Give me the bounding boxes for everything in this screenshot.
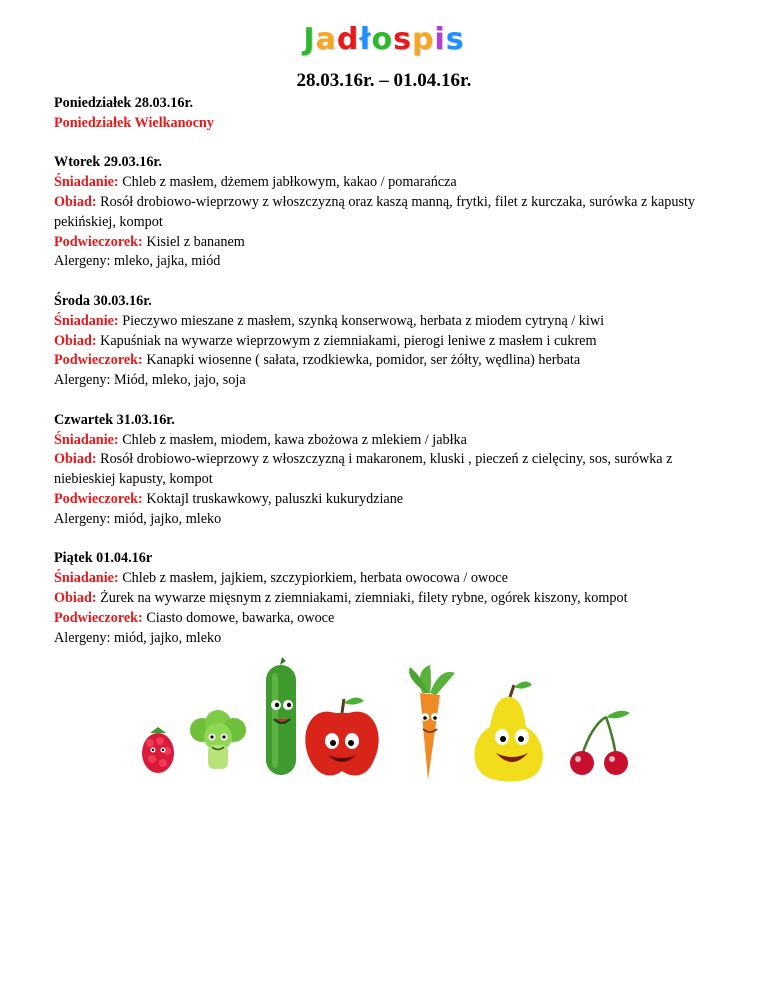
breakfast-text: Chleb z masłem, miodem, kawa zbożowa z mlekiem / jabłka [118,431,467,448]
breakfast-text: Pieczywo mieszane z masłem, szynką konserwową, herbata z miodem cytryną / kiwi [118,312,605,329]
snack-line [54,233,734,253]
breakfast-label: Śniadanie: [54,431,119,448]
snack-label: Podwieczorek: [54,490,143,507]
snack-text: Koktajl truskawkowy, paluszki kukurydziane [142,490,404,507]
breakfast-text: Chleb z masłem, dżemem jabłkowym, kakao / pomarańcza [118,174,457,191]
snack-line [54,609,734,629]
title-letter: ł [359,22,372,57]
day-thursday [54,411,734,530]
snack-label: Podwieczorek: [54,233,143,250]
raspberry-icon [142,727,174,773]
breakfast-line [54,173,734,193]
lunch-text: Rosół drobiowo-wieprzowy z włoszczyzną oraz kaszą manną, frytki, filet z kurczaka, surówka z kapusty pekińskiej, kompot [54,193,695,230]
title-letter: a [315,22,337,57]
title-letter: s [445,22,465,57]
title-letter: i [434,22,446,57]
page-title [303,22,464,57]
title-area [0,22,768,57]
breakfast-text: Chleb z masłem, jajkiem, szczypiorkiem, herbata owocowa / owoce [118,570,508,587]
menu-content [54,94,734,648]
snack-label: Podwieczorek: [54,352,143,369]
breakfast-line [54,431,734,451]
date-range: 28.03.16r. – 01.04.16r. [296,70,472,91]
lunch-label: Obiad: [54,589,97,606]
lunch-label: Obiad: [54,451,97,468]
cherries-icon [570,711,630,775]
lunch-label: Obiad: [54,332,97,349]
snack-text: Kanapki wiosenne ( sałata, rzodkiewka, pomidor, ser żółty, wędlina) herbata [142,352,581,369]
allergens-line: Alergeny: mleko, jajka, miód [54,253,221,270]
day-friday [54,549,734,648]
breakfast-line [54,312,734,332]
holiday-label: Poniedziałek Wielkanocny [54,114,214,131]
breakfast-label: Śniadanie: [54,312,119,329]
cucumber-icon [266,657,296,775]
day-header: Czwartek 31.03.16r. [54,411,175,428]
day-header: Piątek 01.04.16r [54,550,153,567]
allergens-line: Alergeny: Miód, mleko, jajo, soja [54,372,246,389]
pear-icon [475,681,543,781]
title-letter: d [336,22,360,57]
title-letter: o [371,22,394,57]
allergens-line: Alergeny: miód, jajko, mleko [54,629,222,646]
day-header: Wtorek 29.03.16r. [54,154,162,171]
title-letter: s [393,22,412,57]
lunch-line [54,450,734,490]
snack-text: Ciasto domowe, bawarka, owoce [142,609,335,626]
lunch-line [54,589,734,609]
day-header: Środa 30.03.16r. [54,292,152,309]
breakfast-label: Śniadanie: [54,174,119,191]
snack-label: Podwieczorek: [54,609,143,626]
snack-line [54,351,734,371]
lunch-text: Kapuśniak na wywarze wieprzowym z ziemniakami, pierogi leniwe z masłem i cukrem [96,332,597,349]
lunch-text: Żurek na wywarze mięsnym z ziemniakami, ziemniaki, filety rybne, ogórek kiszony, kompot [96,589,628,606]
allergens-line: Alergeny: miód, jajko, mleko [54,510,222,527]
breakfast-label: Śniadanie: [54,570,119,587]
title-letter: J [303,22,316,57]
apple-icon [305,697,378,775]
snack-text: Kisiel z bananem [142,233,245,250]
day-monday [54,94,734,134]
lunch-label: Obiad: [54,193,97,210]
broccoli-icon [190,710,246,769]
day-tuesday [54,153,734,272]
lunch-line [54,193,734,233]
lunch-line [54,332,734,352]
snack-line [54,490,734,510]
day-wednesday [54,292,734,391]
day-header: Poniedziałek 28.03.16r. [54,95,193,111]
breakfast-line [54,569,734,589]
title-letter: p [411,22,435,57]
carrot-icon [409,665,455,780]
lunch-text: Rosół drobiowo-wieprzowy z włoszczyzną i makaronem, kluski , pieczeń z cielęciny, sos, surówka z niebieskiej kapusty, kompot [54,451,673,488]
vegetables-illustration [130,655,650,785]
